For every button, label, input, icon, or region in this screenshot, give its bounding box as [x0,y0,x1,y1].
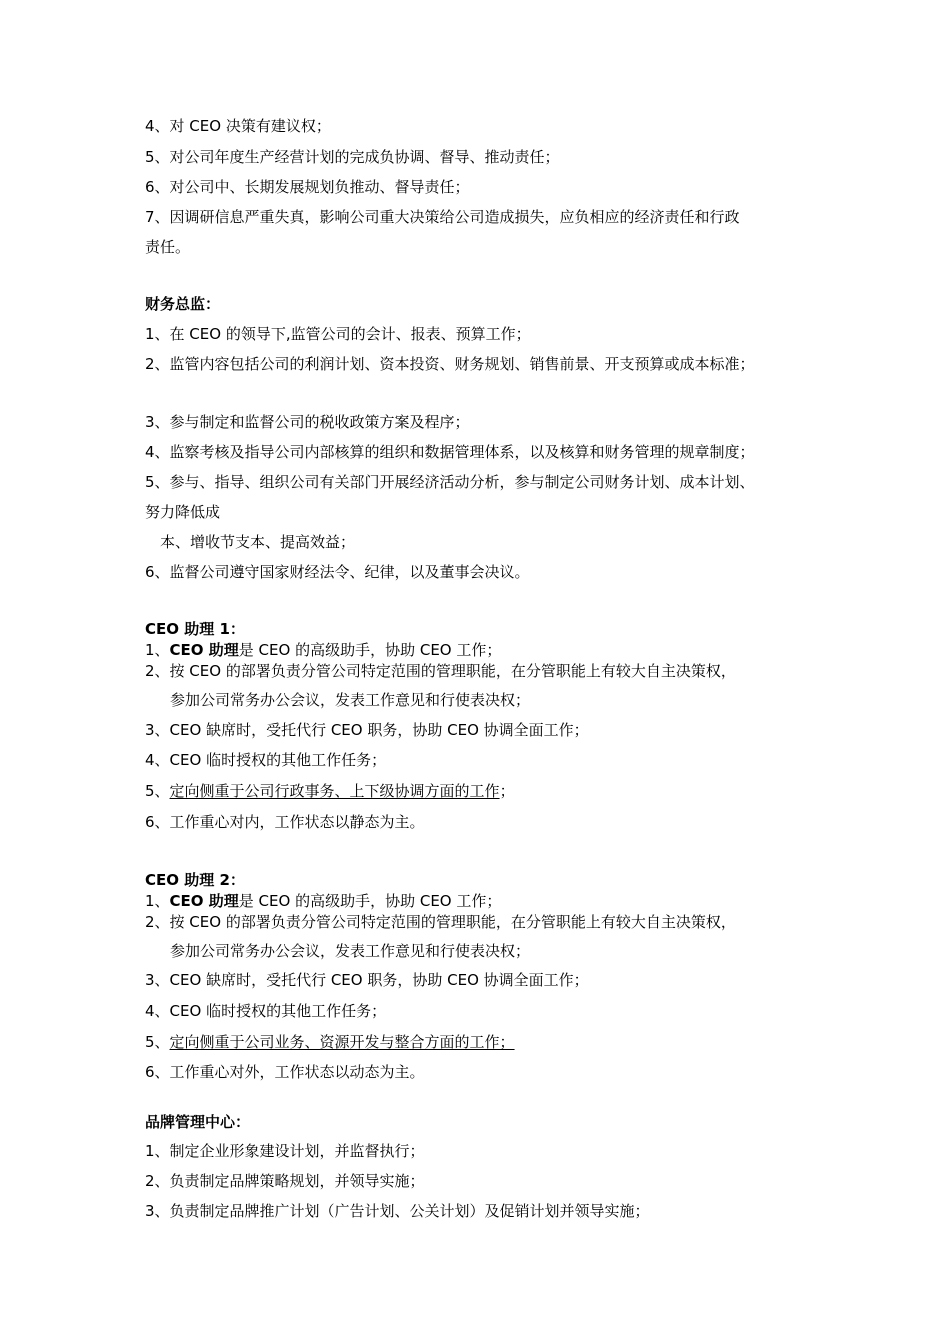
paragraph-line: 4、监察考核及指导公司内部核算的组织和数据管理体系，以及核算和财务管理的规章制度； [145,443,755,461]
paragraph-line: 6、工作重心对内，工作状态以静态为主。 [145,813,425,831]
line-text: 是 CEO 的高级助手，协助 CEO 工作； [238,892,502,910]
paragraph-line: 5、对公司年度生产经营计划的完成负协调、督导、推动责任； [145,148,560,166]
paragraph-line [145,1032,515,1052]
paragraph-line [145,891,501,911]
paragraph-line: 3、负责制定品牌推广计划（广告计划、公关计划）及促销计划并领导实施； [145,1202,650,1220]
paragraph-line: 2、负责制定品牌策略规划，并领导实施； [145,1172,425,1190]
paragraph-line: 1、制定企业形象建设计划，并监督执行； [145,1142,425,1160]
paragraph-line: 4、CEO 临时授权的其他工作任务； [145,1002,387,1020]
paragraph-line: 6、工作重心对外，工作状态以动态为主。 [145,1063,425,1081]
paragraph-line [145,640,501,660]
paragraph-line: 6、监督公司遵守国家财经法令、纪律，以及董事会决议。 [145,563,530,581]
list-number: 5、 [145,1033,170,1051]
bold-term: CEO 助理 [169,641,239,659]
paragraph-line: 2、监管内容包括公司的利润计划、资本投资、财务规划、销售前景、开支预算或成本标准； [145,355,755,373]
paragraph-line: 5、参与、指导、组织公司有关部门开展经济活动分析，参与制定公司财务计划、成本计划、 [145,473,755,491]
paragraph-line: 参加公司常务办公会议，发表工作意见和行使表决权； [170,942,531,960]
underlined-text: 定向侧重于公司业务、资源开发与整合方面的工作； [169,1033,515,1051]
paragraph-line: 参加公司常务办公会议，发表工作意见和行使表决权； [170,691,531,709]
paragraph-line: 2、按 CEO 的部署负责分管公司特定范围的管理职能，在分管职能上有较大自主决策权， [145,913,736,931]
paragraph-line: 6、对公司中、长期发展规划负推动、督导责任； [145,178,470,196]
section-heading-ceo-assistant-2: CEO 助理 2： [145,871,245,889]
paragraph-line: 3、参与制定和监督公司的税收政策方案及程序； [145,413,470,431]
paragraph-line: 3、CEO 缺席时，受托代行 CEO 职务，协助 CEO 协调全面工作； [145,721,589,739]
section-heading-ceo-assistant-1: CEO 助理 1： [145,620,245,638]
paragraph-line: 7、因调研信息严重失真，影响公司重大决策给公司造成损失，应负相应的经济责任和行政 [145,208,740,226]
paragraph-line: 4、对 CEO 决策有建议权； [145,117,331,135]
paragraph-line: 2、按 CEO 的部署负责分管公司特定范围的管理职能，在分管职能上有较大自主决策权， [145,662,736,680]
paragraph-line: 责任。 [145,238,191,256]
section-heading-brand: 品牌管理中心： [145,1113,251,1131]
paragraph-line: 1、在 CEO 的领导下,监管公司的会计、报表、预算工作； [145,325,531,343]
paragraph-line: 3、CEO 缺席时，受托代行 CEO 职务，协助 CEO 协调全面工作； [145,971,589,989]
underlined-text: 定向侧重于公司行政事务、上下级协调方面的工作 [169,782,500,800]
list-number: 5、 [145,782,170,800]
line-text: ； [499,782,515,800]
paragraph-line: 4、CEO 临时授权的其他工作任务； [145,751,387,769]
bold-term: CEO 助理 [169,892,239,910]
list-number: 1、 [145,641,170,659]
list-number: 1、 [145,892,170,910]
paragraph-line: 努力降低成 [145,503,221,521]
paragraph-line: 本、增收节支本、提高效益； [160,533,356,551]
paragraph-line [145,781,515,801]
section-heading-finance: 财务总监： [145,295,221,313]
line-text: 是 CEO 的高级助手，协助 CEO 工作； [238,641,502,659]
